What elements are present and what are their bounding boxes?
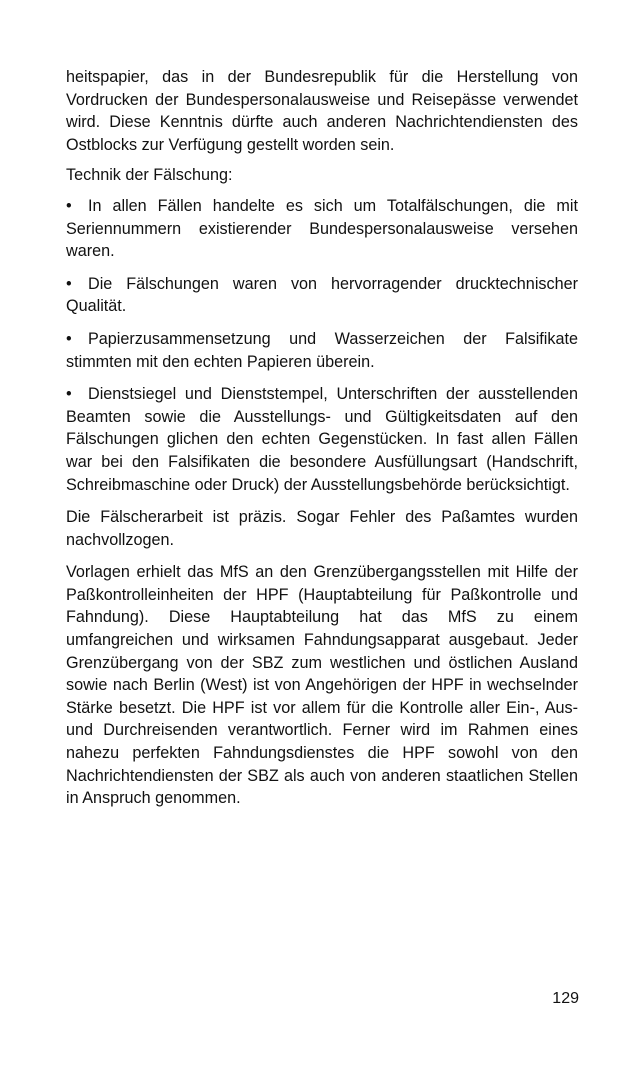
bullet-text: Die Fälschungen waren von hervorragender drucktechnischer Qualität.: [66, 274, 578, 316]
section-heading: Technik der Fälschung:: [66, 166, 233, 185]
bullet-text: Papierzusammensetzung und Wasserzeichen der Falsifikate stimmten mit den echten Papieren überein.: [66, 329, 578, 371]
bullet-item-2: [66, 273, 578, 318]
bullet-icon: •: [66, 385, 72, 404]
bullet-text: In allen Fällen handelte es sich um Totalfälschungen, die mit Seriennummern existierender Bundespersonalausweise versehen waren.: [66, 196, 578, 261]
page-body: [66, 66, 578, 810]
bullet-icon: •: [66, 196, 72, 215]
bullet-icon: •: [66, 274, 72, 293]
paragraph-intro: heitspapier, das in der Bundesrepublik für die Herstellung von Vordrucken der Bundespersonalausweise und Reisepässe verwendet wird. Diese Kenntnis dürfte auch anderen Nachrichtendiensten des Ostblocks zur Verfügung gestellt worden sein.: [66, 68, 578, 154]
paragraph-hpf: Vorlagen erhielt das MfS an den Grenzübergangsstellen mit Hilfe der Paßkontrolleinheiten der HPF (Hauptabteilung für Paßkontrolle und Fahndung). Diese Hauptabteilung hat das MfS zu einem umfangreichen und wirksamen Fahndungsapparat ausgebaut. Jeder Grenzübergang von der SBZ zum westlichen und östlichen Ausland sowie nach Berlin (West) ist von Angehörigen der HPF in wechselnder Stärke besetzt. Die HPF ist vor allem für die Kontrolle aller Ein-, Aus- und Durchreisenden verantwortlich. Ferner wird im Rahmen eines nahezu perfekten Fahndungsdienstes die HPF sowohl von den Nachrichtendiensten der SBZ als auch von anderen staatlichen Stellen in Anspruch genommen.: [66, 563, 578, 808]
bullet-icon: •: [66, 329, 72, 348]
page-number: 129: [552, 990, 579, 1007]
paragraph-forgery-precision: Die Fälscherarbeit ist präzis. Sogar Fehler des Paßamtes wurden nachvollzogen.: [66, 508, 578, 549]
bullet-item-3: [66, 328, 578, 373]
bullet-text: Dienstsiegel und Dienststempel, Unterschriften der ausstellenden Beamten sowie die Ausstellungs- und Gültigkeitsdaten auf den Fälschungen glichen den echten Gegenstücken. In fast allen Fällen war bei den Falsifikaten die besondere Ausfüllungsart (Handschrift, Schreibmaschine oder Druck) der Ausstellungsbehörde berücksichtigt.: [66, 385, 578, 494]
bullet-item-1: [66, 195, 578, 263]
bullet-item-4: [66, 383, 578, 496]
